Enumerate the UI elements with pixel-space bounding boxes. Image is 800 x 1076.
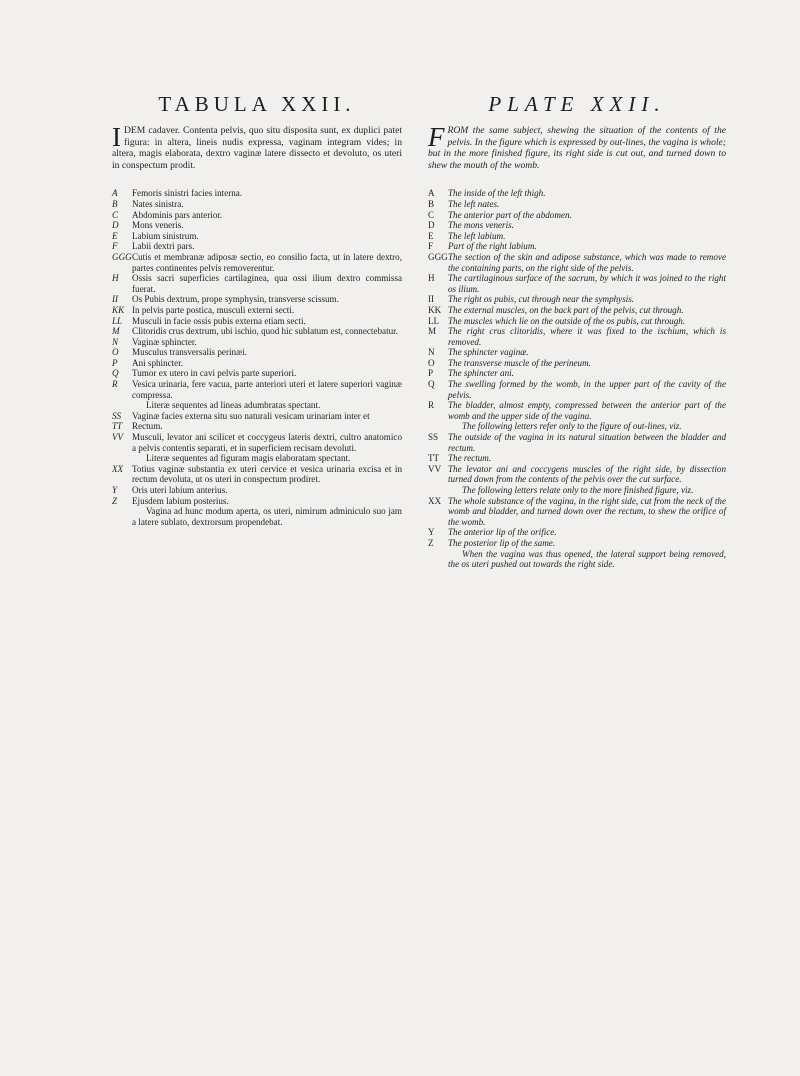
legend-entry bbox=[428, 379, 726, 400]
legend-entry bbox=[428, 421, 726, 432]
legend-text: Cutis et membranæ adiposæ sectio, eo consilio facta, ut in latere dextro, partes continentes pelvis removerentur. bbox=[132, 251, 402, 273]
legend-text: When the vagina was thus opened, the lateral support being removed, the os uteri pushed out towards the right side. bbox=[448, 548, 726, 570]
legend-text: The mons veneris. bbox=[448, 220, 514, 231]
legend-letter: F bbox=[428, 241, 434, 252]
legend-entry bbox=[112, 316, 402, 327]
legend-entry bbox=[112, 241, 402, 252]
legend-entry bbox=[112, 368, 402, 379]
english-intro-text: ROM the same subject, shewing the situation of the contents of the pelvis. In the figure which is expressed by out-lines, the vagina is whole; but in the more finished figure, its right side is cut out, and turned down to shew the mouth of the womb. bbox=[428, 125, 726, 171]
legend-entry bbox=[428, 326, 726, 347]
legend-text: The transverse muscle of the perineum. bbox=[448, 357, 591, 368]
legend-text: The cartilaginous surface of the sacrum, by which it was joined to the right os ilium. bbox=[448, 273, 726, 294]
legend-entry bbox=[428, 496, 726, 528]
legend-entry bbox=[428, 273, 726, 294]
legend-text: The anterior part of the abdomen. bbox=[448, 209, 572, 220]
legend-entry bbox=[428, 549, 726, 570]
legend-entry bbox=[112, 379, 402, 400]
latin-intro bbox=[112, 122, 402, 171]
legend-entry bbox=[112, 294, 402, 305]
legend-entry bbox=[428, 316, 726, 327]
legend-text: Vaginæ sphincter. bbox=[132, 336, 197, 347]
legend-entry bbox=[428, 358, 726, 369]
legend-letter: M bbox=[112, 326, 120, 337]
legend-letter: LL bbox=[112, 315, 123, 326]
legend-letter: C bbox=[428, 209, 435, 220]
legend-letter: Z bbox=[112, 495, 118, 506]
legend-text: Tumor ex utero in cavi pelvis parte superiori. bbox=[132, 368, 297, 379]
legend-entry bbox=[112, 453, 402, 464]
legend-text: Part of the right labium. bbox=[448, 241, 537, 252]
legend-letter: E bbox=[112, 230, 118, 241]
legend-entry bbox=[112, 464, 402, 485]
legend-entry bbox=[112, 432, 402, 453]
legend-text: The rectum. bbox=[448, 453, 492, 464]
legend-text: Vagina ad hunc modum aperta, os uteri, nimirum adminiculo suo jam a latere sublato, dextrorsum propendebat. bbox=[132, 506, 402, 527]
legend-text: Rectum. bbox=[132, 421, 163, 432]
english-intro bbox=[428, 122, 726, 171]
legend-letter: KK bbox=[428, 304, 442, 315]
legend-text: The bladder, almost empty, compressed between the anterior part of the womb and the upper side of the vagina. bbox=[448, 400, 726, 421]
legend-text: The external muscles, on the back part of the pelvis, cut through. bbox=[448, 304, 684, 315]
legend-text: The muscles which lie on the outside of the os pubis, cut through. bbox=[448, 315, 686, 326]
legend-text: Femoris sinistri facies interna. bbox=[132, 188, 243, 199]
legend-text: The right crus clitoridis, where it was fixed to the ischium, which is removed. bbox=[448, 326, 726, 347]
legend-entry bbox=[428, 538, 726, 549]
legend-letter: F bbox=[112, 241, 118, 252]
legend-letter: M bbox=[428, 326, 437, 337]
legend-letter: D bbox=[112, 220, 119, 231]
legend-text: Abdominis pars anterior. bbox=[132, 209, 223, 220]
legend-text: The posterior lip of the same. bbox=[448, 537, 556, 548]
legend-letter: Q bbox=[112, 368, 119, 379]
english-column bbox=[428, 92, 726, 570]
legend-entry bbox=[428, 485, 726, 496]
legend-letter: N bbox=[428, 347, 435, 358]
legend-text: Clitoridis crus dextrum, ubi ischio, quod hic sublatum est, connectebatur. bbox=[132, 326, 398, 337]
legend-text: Nates sinistra. bbox=[132, 198, 184, 209]
legend-text: Vesica urinaria, fere vacua, parte anteriori uteri et latere superiori vaginæ compressa. bbox=[132, 379, 402, 400]
legend-entry bbox=[428, 210, 726, 221]
legend-entry bbox=[112, 220, 402, 231]
legend-text: The outside of the vagina in its natural situation between the bladder and rectum. bbox=[448, 432, 726, 453]
legend-letter: R bbox=[428, 400, 435, 411]
english-legend bbox=[428, 188, 726, 569]
legend-text: Musculus transversalis perinæi. bbox=[132, 347, 247, 358]
legend-letter: Q bbox=[428, 379, 435, 390]
legend-letter: P bbox=[428, 368, 434, 379]
legend-letter: C bbox=[112, 209, 119, 220]
legend-letter: H bbox=[112, 273, 119, 284]
legend-text: Musculi in facie ossis pubis externa etiam secti. bbox=[132, 315, 306, 326]
legend-entry bbox=[112, 485, 402, 496]
legend-text: The whole substance of the vagina, in the right side, cut from the neck of the womb and bladder, and turned down over the rectum, to shew the orifice of the womb. bbox=[448, 495, 726, 527]
legend-letter: E bbox=[428, 230, 434, 241]
legend-letter: KK bbox=[112, 304, 125, 315]
legend-letter: LL bbox=[428, 315, 440, 326]
legend-text: Labium sinistrum. bbox=[132, 230, 199, 241]
legend-entry bbox=[428, 294, 726, 305]
legend-entry bbox=[428, 305, 726, 316]
legend-text: Labii dextri pars. bbox=[132, 241, 195, 252]
legend-letter: VV bbox=[428, 463, 442, 474]
latin-title: TABULA XXII. bbox=[158, 92, 356, 116]
legend-letter: GGG bbox=[112, 251, 132, 262]
legend-entry bbox=[112, 411, 402, 422]
legend-text: Mons veneris. bbox=[132, 220, 184, 231]
legend-letter: P bbox=[112, 357, 118, 368]
legend-letter: B bbox=[112, 198, 118, 209]
legend-entry bbox=[112, 358, 402, 369]
legend-entry bbox=[112, 252, 402, 273]
legend-letter: SS bbox=[112, 410, 122, 421]
legend-text: The anterior lip of the orifice. bbox=[448, 527, 557, 538]
legend-entry bbox=[112, 337, 402, 348]
legend-entry bbox=[428, 400, 726, 421]
legend-text: Literæ sequentes ad figuram magis elaboratam spectant. bbox=[146, 453, 351, 464]
legend-entry bbox=[112, 273, 402, 294]
legend-letter: GGG bbox=[428, 251, 448, 262]
legend-letter: B bbox=[428, 198, 435, 209]
legend-letter: TT bbox=[428, 453, 440, 464]
legend-text: Totius vaginæ substantia ex uteri cervice et vesica urinaria excisa et in rectum devoluta, ut os uteri in conspectum prodiret. bbox=[132, 463, 402, 485]
legend-entry bbox=[112, 347, 402, 358]
legend-letter: R bbox=[112, 379, 118, 390]
legend-text: The left labium. bbox=[448, 230, 506, 241]
legend-entry bbox=[112, 210, 402, 221]
legend-entry bbox=[428, 464, 726, 485]
legend-text: Os Pubis dextrum, prope symphysin, transverse scissum. bbox=[132, 294, 339, 305]
latin-legend bbox=[112, 188, 402, 527]
legend-text: The left nates. bbox=[448, 198, 500, 209]
legend-letter: Z bbox=[428, 537, 434, 548]
legend-text: Ossis sacri superficies cartilaginea, qua ossi ilium dextro commissa fuerat. bbox=[132, 273, 402, 294]
legend-text: The right os pubis, cut through near the symphysis. bbox=[448, 294, 635, 305]
legend-entry bbox=[428, 527, 726, 538]
legend-text: The levator ani and coccygens muscles of the right side, by dissection turned down from the contents of the pelvis over the cut surface. bbox=[448, 463, 726, 485]
legend-entry bbox=[428, 453, 726, 464]
legend-entry bbox=[428, 231, 726, 242]
legend-letter: D bbox=[428, 220, 435, 231]
legend-letter: A bbox=[428, 188, 435, 199]
legend-text: Vaginæ facies externa situ suo naturali vesicam urinariam inter et bbox=[132, 410, 370, 421]
legend-text: The following letters relate only to the more finished figure, viz. bbox=[462, 485, 694, 495]
legend-entry bbox=[428, 432, 726, 453]
legend-entry bbox=[428, 252, 726, 273]
english-dropcap: F bbox=[428, 122, 445, 152]
legend-text: The sphincter ani. bbox=[448, 368, 514, 379]
legend-letter: Y bbox=[428, 527, 435, 538]
legend-letter: TT bbox=[112, 421, 123, 432]
legend-entry bbox=[112, 400, 402, 411]
legend-letter: N bbox=[112, 336, 119, 347]
legend-letter: O bbox=[428, 357, 435, 368]
legend-entry bbox=[428, 347, 726, 358]
legend-letter: II bbox=[112, 294, 119, 305]
legend-entry bbox=[112, 231, 402, 242]
legend-letter: VV bbox=[112, 432, 124, 443]
legend-letter: H bbox=[428, 273, 435, 284]
legend-entry bbox=[112, 506, 402, 527]
legend-text: Musculi, levator ani scilicet et coccygeus lateris dextri, cultro anatomico a pelvis contentis separati, et in superficiem recisam devoluti. bbox=[132, 432, 402, 453]
legend-text: The sphincter vaginæ. bbox=[448, 347, 529, 358]
legend-text: The following letters refer only to the figure of out-lines, viz. bbox=[462, 421, 682, 432]
legend-letter: XX bbox=[112, 463, 124, 474]
legend-text: Ani sphincter. bbox=[132, 357, 184, 368]
legend-letter: Y bbox=[112, 485, 118, 495]
legend-entry bbox=[428, 199, 726, 210]
legend-text: In pelvis parte postica, musculi externi secti. bbox=[132, 304, 295, 315]
legend-text: The swelling formed by the womb, in the upper part of the cavity of the pelvis. bbox=[448, 379, 726, 400]
legend-text: Oris uteri labium anterius. bbox=[132, 485, 228, 495]
latin-column bbox=[112, 92, 402, 527]
legend-text: Literæ sequentes ad lineas adumbratas spectant. bbox=[146, 400, 321, 411]
legend-letter: XX bbox=[428, 495, 442, 506]
legend-letter: A bbox=[112, 188, 118, 199]
legend-entry bbox=[428, 368, 726, 379]
legend-entry bbox=[112, 188, 402, 199]
legend-letter: II bbox=[428, 294, 435, 305]
legend-entry bbox=[112, 326, 402, 337]
legend-entry bbox=[428, 220, 726, 231]
legend-text: Ejusdem labium posterius. bbox=[132, 495, 229, 506]
legend-entry bbox=[112, 421, 402, 432]
legend-entry bbox=[428, 241, 726, 252]
legend-entry bbox=[112, 305, 402, 316]
latin-dropcap: I bbox=[112, 122, 121, 152]
english-title: PLATE XXII. bbox=[488, 92, 666, 116]
latin-intro-text: DEM cadaver. Contenta pelvis, quo situ disposita sunt, ex duplici patet figura: in altera, lineis nudis expressa, vaginam integram vides; in altera, magis elaborata, dextro vaginæ latere dissecto et devoluto, os uteri in conspectum prodit. bbox=[112, 125, 402, 171]
legend-letter: O bbox=[112, 347, 119, 358]
legend-text: The section of the skin and adipose substance, which was made to remove the containing parts, on the right side of the pelvis. bbox=[448, 251, 726, 273]
legend-letter: SS bbox=[428, 432, 439, 443]
legend-entry bbox=[112, 199, 402, 210]
legend-entry bbox=[428, 188, 726, 199]
legend-entry bbox=[112, 496, 402, 507]
legend-text: The inside of the left thigh. bbox=[448, 188, 546, 199]
